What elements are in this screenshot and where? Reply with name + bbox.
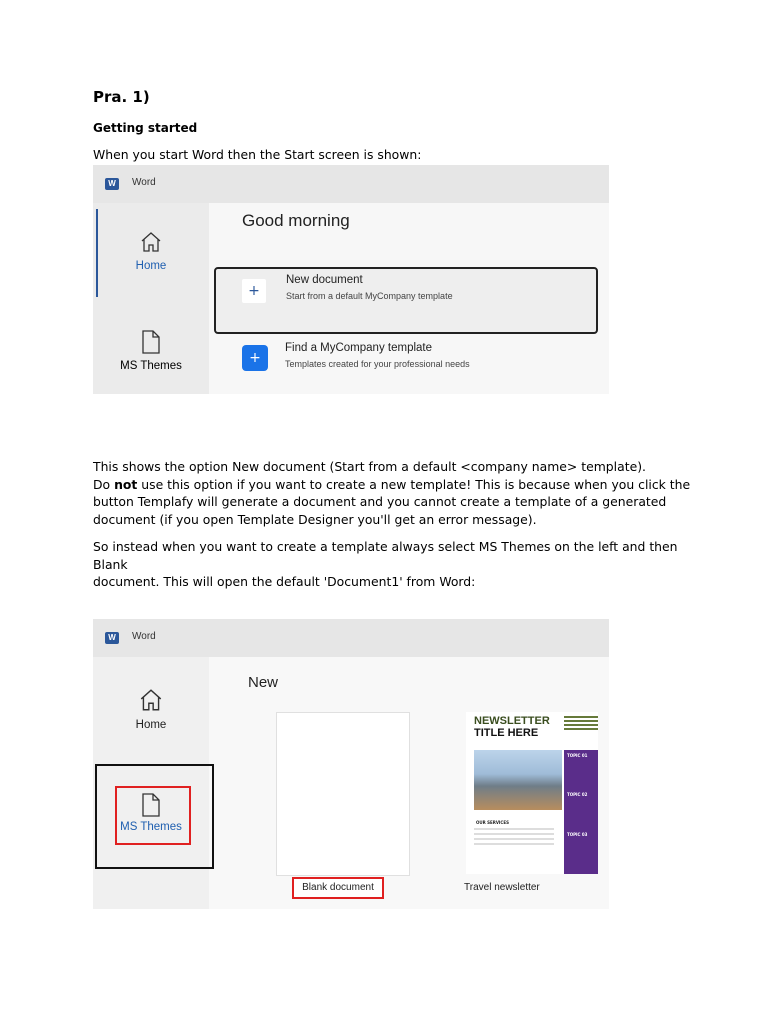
blank-document-label[interactable]: Blank document [292,877,384,899]
sidebar-item-home[interactable] [93,687,209,731]
newsletter-title: NEWSLETTER TITLE HERE [474,715,550,739]
option-title: New document [286,274,363,286]
sidebar-item-ms-themes[interactable] [93,330,209,372]
text-line: button Templafy will generate a document and you cannot create a template of a generated [93,494,667,509]
plus-icon: + [242,345,268,371]
app-name: Word [132,177,156,188]
text-line: So instead when you want to create a template always select MS Themes on the left and then Blank [93,539,678,572]
sidebar-item-ms-themes[interactable] [93,793,209,833]
greeting-text: Good morning [242,211,350,230]
instruction-paragraph [93,538,693,591]
text-line: document (if you open Template Designer you'll get an error message). [93,511,537,527]
document-icon [141,793,161,817]
explanation-paragraph [93,458,693,528]
newsletter-sidebar: TOPIC 01 TOPIC 02 TOPIC 03 [564,750,598,874]
title-bar [93,619,609,657]
title-bar [93,165,609,203]
sidebar-item-home[interactable] [93,230,209,272]
document-icon [141,330,161,354]
home-icon [138,687,164,713]
text-line: Do not use this option if you want to create a new template! This is because when you click the [93,476,691,492]
word-logo-icon: W [105,632,119,644]
sidebar-item-label: Home [135,260,167,272]
text-line: This shows the option New document (Start from a default <company name> template). [93,459,646,474]
app-name: Word [132,631,156,642]
plus-icon: + [242,279,266,303]
newsletter-photo [474,750,562,810]
intro-paragraph: When you start Word then the Start screen is shown: [93,147,422,162]
sidebar-item-label: Home [135,719,167,731]
option-subtitle: Templates created for your professional needs [285,359,470,369]
new-document-option[interactable] [214,267,598,334]
option-title: Find a MyCompany template [285,342,433,354]
sidebar-item-label: MS Themes [120,360,182,372]
home-icon [139,230,163,254]
blank-document-thumbnail[interactable] [276,712,410,876]
word-logo-icon: W [105,178,119,190]
word-new-screenshot [93,619,609,909]
travel-newsletter-thumbnail[interactable]: NEWSLETTER TITLE HERE TOPIC 01 TOPIC 02 TOPIC 03 OUR SERVICES [466,712,598,874]
option-subtitle: Start from a default MyCompany template [286,291,453,301]
sidebar [93,203,209,394]
text-line: document. This will open the default 'Document1' from Word: [93,574,476,589]
word-start-screenshot [93,165,609,394]
travel-newsletter-label[interactable]: Travel newsletter [464,882,540,893]
sidebar-item-label: MS Themes [120,821,182,833]
section-heading: Pra. 1) [93,88,150,106]
section-subheading: Getting started [93,121,198,135]
new-heading: New [248,674,279,691]
